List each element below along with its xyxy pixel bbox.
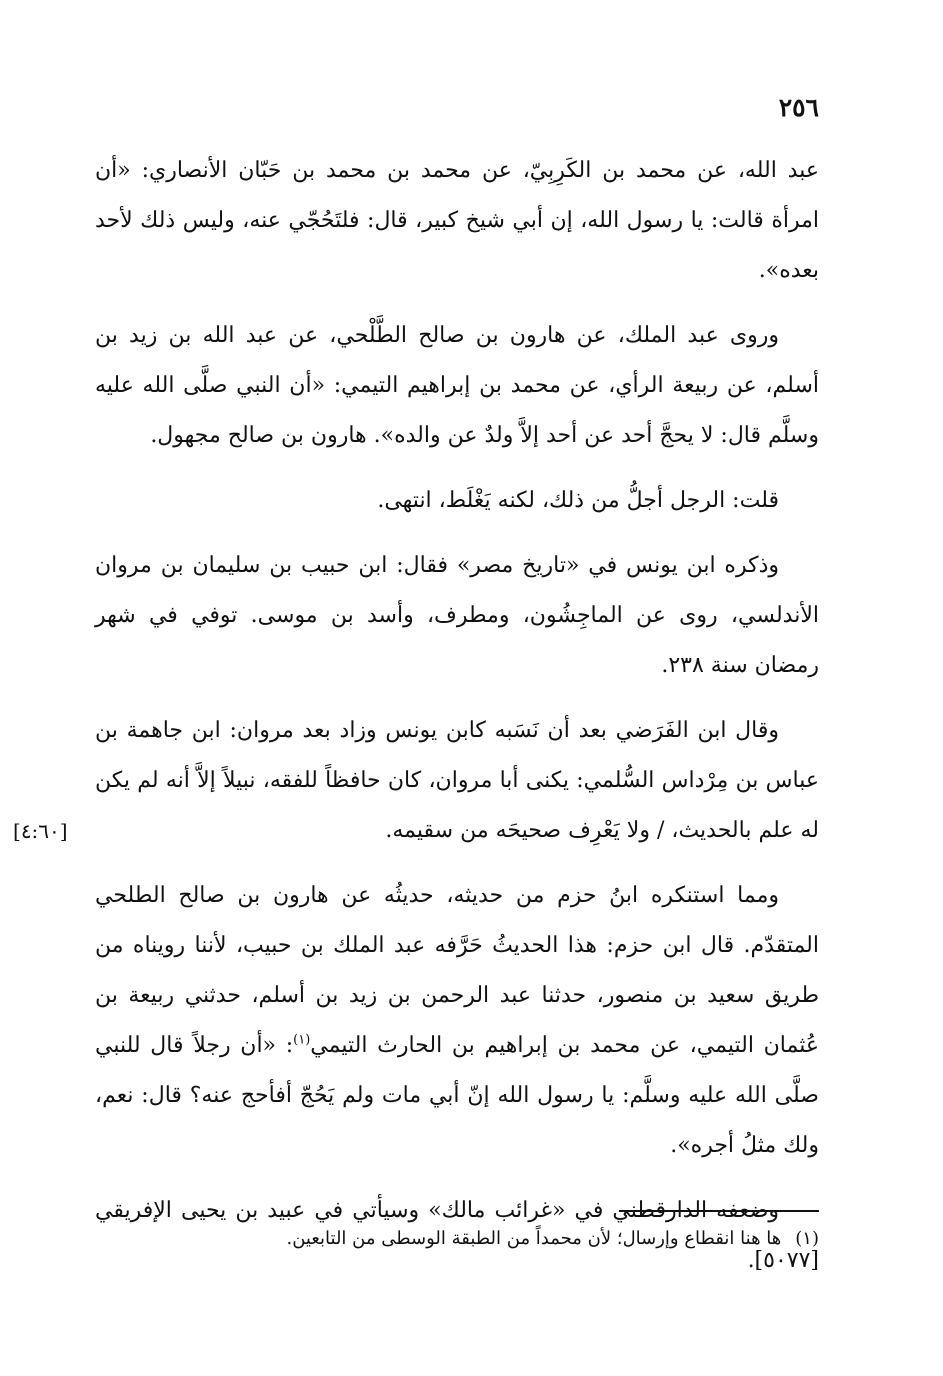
paragraph-7: وضعفه الدارقطني في «غرائب مالك» وسيأتي في عبيد بن يحيى الإفريقي [٥٠٧٧]. — [95, 1198, 819, 1273]
page-number: ٢٥٦ — [778, 93, 819, 122]
footnote-divider — [619, 1210, 819, 1212]
body-text — [13, 146, 819, 1301]
footnote-marker: (١) — [795, 1228, 819, 1249]
paragraph-5 — [13, 706, 819, 856]
book-page — [13, 88, 819, 1358]
footnote-reference[interactable]: (١) — [293, 1032, 311, 1048]
paragraph-6-text-before: ومما استنكره ابنُ حزم من حديثه، حديثُه عن هارون بن صالح الطلحي المتقدّم. قال ابن حزم: هذا الحديثُ حَرَّفه عبد الملك بن حبيب، لأننا رويناه من طريق سعيد بن منصور، حدثنا عبد الرحمن بن زيد بن أسلم، حدثني ربيعة بن عُثمان التيمي، عن محمد بن إبراهيم بن الحارث التيمي — [95, 883, 819, 1058]
paragraph-6 — [95, 871, 819, 1171]
footnote-text: ها هنا انقطاع وإرسال؛ لأن محمداً من الطبقة الوسطى من التابعين. — [286, 1228, 782, 1249]
paragraph-1: عبد الله، عن محمد بن الكَرِبِيّ، عن محمد بن محمد بن حَبّان الأنصاري: «أن امرأة قالت: يا رسول الله، إن أبي شيخ كبير، قال: فلتَحُجّي عنه، وليس ذلك لأحد بعده». — [95, 158, 819, 283]
paragraph-6-text-after: : «أن رجلاً قال للنبي صلَّى الله عليه وسلَّم: يا رسول الله إنّ أبي مات ولم يَحُجّ أفأحج عنه؟ قال: نعم، ولك مثلُ أجره». — [95, 1033, 819, 1158]
paragraph-5-text: وقال ابن الفَرَضي بعد أن نَسَبه كابن يونس وزاد بعد مروان: ابن جاهمة بن عباس بن مِرْداس السُّلمي: يكنى أبا مروان، كان حافظاً للفقه، نبيلاً إلاَّ أنه لم يكن له علم بالحديث، / ولا يَعْرِف صحيحَه من سقيمه. — [95, 718, 819, 843]
margin-volume-reference: [٤:٦٠] — [13, 819, 68, 843]
paragraph-4: وذكره ابن يونس في «تاريخ مصر» فقال: ابن حبيب بن سليمان بن مروان الأندلسي، روى عن الماجِشُون، ومطرف، وأسد بن موسى. توفي في شهر رمضان سنة ٢٣٨. — [95, 553, 819, 678]
paragraph-2: وروى عبد الملك، عن هارون بن صالح الطَّلْحي، عن عبد الله بن زيد بن أسلم، عن ربيعة الرأي، عن محمد بن إبراهيم التيمي: «أن النبي صلَّى الله عليه وسلَّم قال: لا يحجَّ أحد عن أحد إلاَّ ولدٌ عن والده». هارون بن صالح مجهول. — [95, 323, 819, 448]
paragraph-3: قلت: الرجل أجلُّ من ذلك، لكنه يَغْلَط، انتهى. — [377, 488, 779, 513]
footnote — [95, 1224, 819, 1254]
